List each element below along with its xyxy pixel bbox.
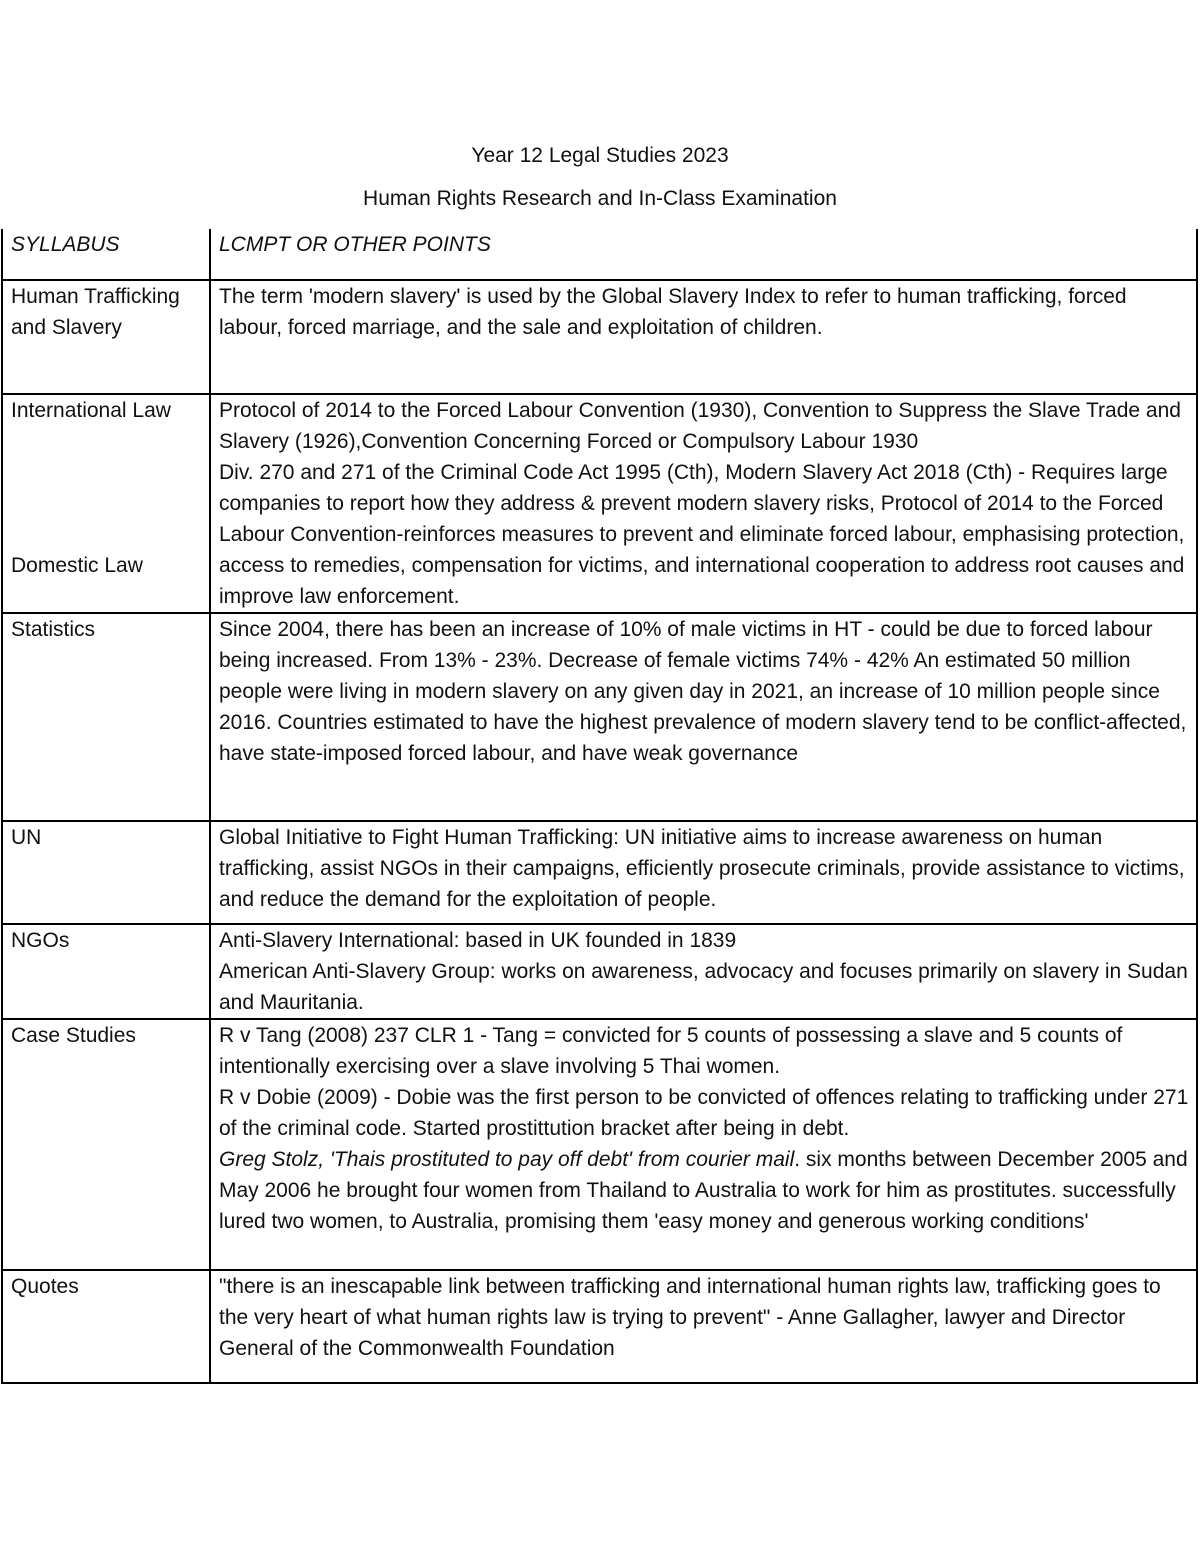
row-label-ngos: NGOs xyxy=(2,924,210,1019)
row-text-un: Global Initiative to Fight Human Trafficking: UN initiative aims to increase awareness on human trafficking, assist NGOs in their campaigns, efficiently prosecute criminals, provide assistance to victims, and reduce the demand for the exploitation of people. xyxy=(210,821,1197,924)
table-row xyxy=(2,1019,1197,1270)
case-stolz-article xyxy=(219,1144,1190,1237)
table-row xyxy=(2,613,1197,821)
table-row xyxy=(2,821,1197,924)
article-source: Greg Stolz, 'Thais prostituted to pay off debt' from courier mail xyxy=(219,1148,795,1171)
label-international-law: International Law xyxy=(11,399,171,422)
row-text-statistics: Since 2004, there has been an increase of 10% of male victims in HT - could be due to forced labour being increased. From 13% - 23%. Decrease of female victims 74% - 42% An estimated 50 million people were living in modern slavery on any given day in 2021, an increase of 10 million people since 2016. Countries estimated to have the highest prevalence of modern slavery tend to be conflict-affected, have state-imposed forced labour, and have weak governance xyxy=(210,613,1197,821)
international-law-text: Protocol of 2014 to the Forced Labour Convention (1930), Convention to Suppress the Slave Trade and Slavery (1926),Convention Concerning Forced or Compulsory Labour 1930 xyxy=(219,399,1181,453)
ngo-anti-slavery-international: Anti-Slavery International: based in UK founded in 1839 xyxy=(219,929,737,952)
row-label-un: UN xyxy=(2,821,210,924)
table-header-row xyxy=(2,229,1197,280)
document-title: Year 12 Legal Studies 2023 xyxy=(471,144,729,167)
row-text-law xyxy=(210,394,1197,613)
table-row xyxy=(2,394,1197,613)
table-row xyxy=(2,280,1197,394)
table-row xyxy=(2,924,1197,1019)
row-label-law xyxy=(2,394,210,613)
case-r-v-dobie: R v Dobie (2009) - Dobie was the first person to be convicted of offences relating to trafficking under 271 of the criminal code. Started prostittution bracket after being in debt. xyxy=(219,1086,1189,1140)
domestic-law-text: Div. 270 and 271 of the Criminal Code Act 1995 (Cth), Modern Slavery Act 2018 (Cth) - Requires large companies to report how they address & prevent modern slavery risks, Protocol of 2014 to the Forced Labour Convention-reinforces measures to prevent and eliminate forced labour, emphasising protection, access to remedies, compensation for victims, and international cooperation to address root causes and improve law enforcement. xyxy=(219,461,1185,608)
syllabus-table xyxy=(1,229,1198,1384)
points-header: LCMPT OR OTHER POINTS xyxy=(210,229,1197,280)
row-label-cases: Case Studies xyxy=(2,1019,210,1270)
row-text-trafficking: The term 'modern slavery' is used by the Global Slavery Index to refer to human trafficking, forced labour, forced marriage, and the sale and exploitation of children. xyxy=(210,280,1197,394)
case-r-v-tang: R v Tang (2008) 237 CLR 1 - Tang = convicted for 5 counts of possessing a slave and 5 counts of intentionally exercising over a slave involving 5 Thai women. xyxy=(219,1024,1123,1078)
row-label-quotes: Quotes xyxy=(2,1270,210,1383)
row-label-statistics: Statistics xyxy=(2,613,210,821)
article-summary: . six months between December 2005 and May 2006 he brought four women from Thailand to Australia to work for him as prostitutes. successfully lured two women, to Australia, promising them 'easy money and generous working conditions' xyxy=(219,1148,1188,1233)
label-domestic-law: Domestic Law xyxy=(11,554,143,577)
table-row xyxy=(2,1270,1197,1383)
syllabus-header: SYLLABUS xyxy=(2,229,210,280)
row-text-cases xyxy=(210,1019,1197,1270)
row-text-quotes: "there is an inescapable link between trafficking and international human rights law, trafficking goes to the very heart of what human rights law is trying to prevent" - Anne Gallagher, lawyer and Director General of the Commonwealth Foundation xyxy=(210,1270,1197,1383)
row-text-ngos xyxy=(210,924,1197,1019)
ngo-american-anti-slavery-group: American Anti-Slavery Group: works on awareness, advocacy and focuses primarily on slavery in Sudan and Mauritania. xyxy=(219,960,1188,1014)
document-subtitle: Human Rights Research and In-Class Examination xyxy=(363,187,837,210)
row-label-trafficking: Human Trafficking and Slavery xyxy=(2,280,210,394)
